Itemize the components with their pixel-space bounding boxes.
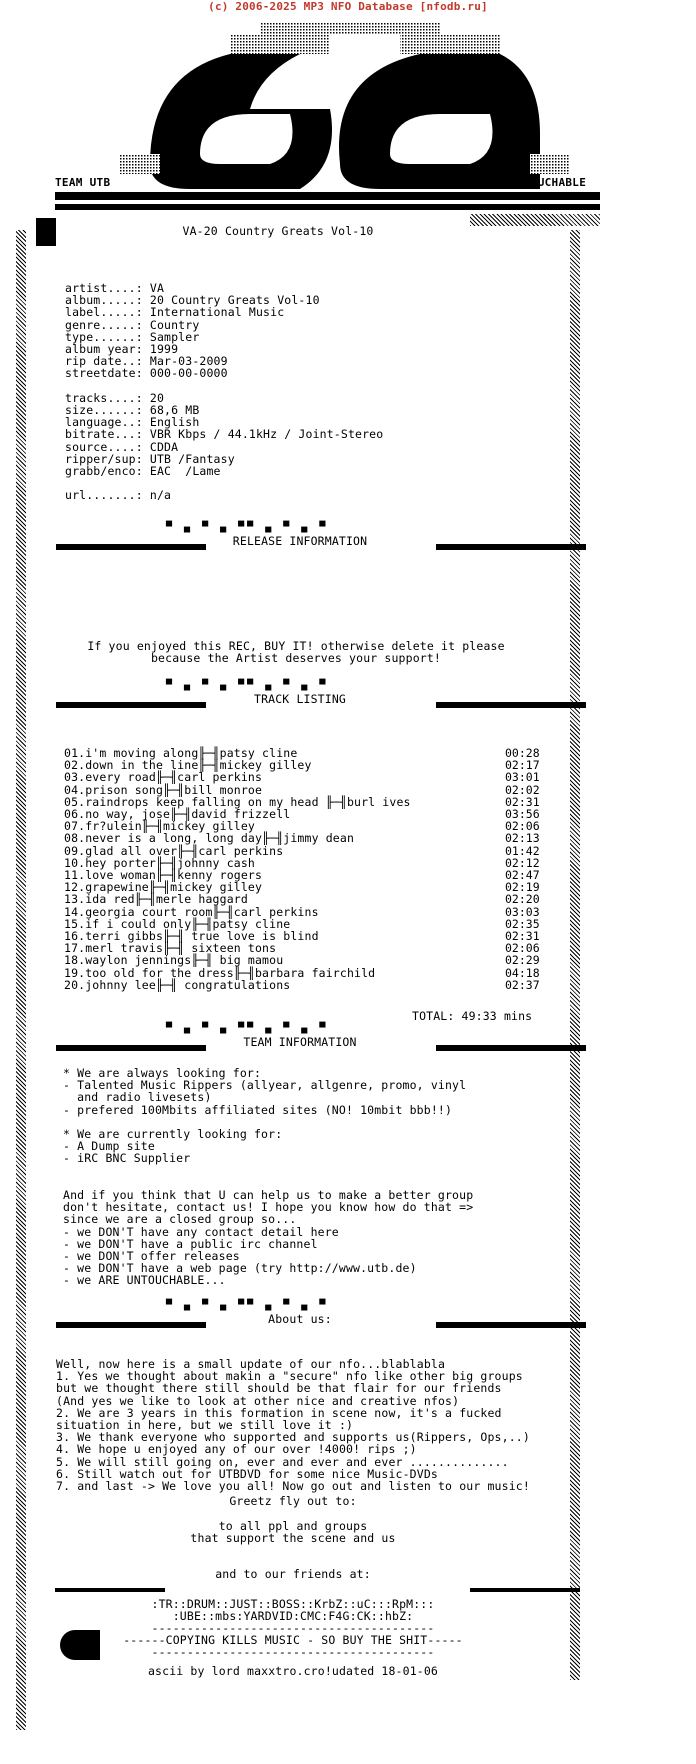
track-title: 13.ida red╟─╢merle haggard (64, 892, 248, 907)
team-line: - we DON'T have any contact detail here (63, 1224, 339, 1239)
info-line: language..: English (65, 415, 200, 430)
about-line: 1. Yes we thought about makin a "secure" nfo like other big groups (56, 1369, 523, 1384)
section-title-about: About us: (268, 1312, 332, 1326)
info-line: genre.....: Country (65, 317, 200, 332)
track-title: 12.grapewine╟─╢mickey gilley (64, 880, 263, 895)
about-line: 2. We are 3 years in this formation in scene now, it's a fucked (56, 1405, 502, 1420)
track-time: 02:47 (505, 868, 540, 882)
footer-slogan: ------COPYING KILLS MUSIC - SO BUY THE SHIT----- (123, 1633, 463, 1647)
track-title: 09.glad all over╟─╢carl perkins (64, 843, 284, 858)
release-title: VA-20 Country Greats Vol-10 (182, 224, 374, 238)
track-time: 00:28 (505, 746, 540, 760)
track-time: 02:19 (505, 880, 540, 895)
team-line: - prefered 100Mbits affiliated sites (NO! 10mbit bbb!!) (63, 1102, 453, 1117)
header-rail-top (55, 192, 600, 200)
track-listing (0, 747, 696, 997)
footer-rule-2: ---------------------------------------- (151, 1645, 435, 1659)
track-time: 02:06 (505, 941, 540, 956)
team-line: - we DON'T offer releases (63, 1249, 240, 1263)
groups-line-2: :UBE::mbs:YARDVID:CMC:F4G:CK::hbZ: (172, 1609, 414, 1623)
track-time: 03:01 (505, 770, 540, 785)
info-line: ripper/sup: UTB /Fantasy (65, 451, 235, 466)
about-line: (And yes we like to look at other nice and creative nfos) (56, 1393, 460, 1408)
track-title: 17.merl travis╟─╢ sixteen tons (64, 941, 277, 956)
track-title: 11.love woman╟─╢kenny rogers (64, 868, 263, 882)
footer-credit: ascii by lord maxxtro.cro!udated 18-01-06 (147, 1664, 439, 1678)
copyright-banner: (c) 2006-2025 MP3 NFO Database [nfodb.ru] (208, 0, 488, 13)
footer-rail-left (55, 1588, 165, 1592)
section-bar-release: ▀ ▄ ▀ ▄ ▀▀ ▄ ▀ ▄ ▀ (16, 522, 680, 558)
track-title: 14.georgia court room╟─╢carl perkins (64, 904, 319, 919)
track-time: 04:18 (505, 965, 540, 980)
track-time: 02:12 (505, 855, 540, 870)
team-right-label: UNTOUCHABLE (510, 176, 587, 189)
team-left-label: TEAM UTB (55, 176, 111, 189)
section-bar-about: ▀ ▄ ▀ ▄ ▀▀ ▄ ▀ ▄ ▀ (16, 1300, 680, 1336)
info-line: album.....: 20 Country Greats Vol-10 (65, 293, 320, 308)
section-title-tracks: TRACK LISTING (254, 692, 346, 706)
about-line: but we thought there still should be that flair for our friends (56, 1381, 502, 1396)
track-title: 01.i'm moving along╟─╢patsy cline (64, 746, 298, 760)
track-time: 03:03 (505, 904, 540, 919)
footer-rule-1: ---------------------------------------- (151, 1621, 435, 1635)
info-line: label.....: International Music (65, 305, 285, 320)
track-title: 07.fr?ulein╟─╢mickey gilley (64, 819, 255, 834)
section-title-release: RELEASE INFORMATION (232, 534, 368, 548)
track-time: 02:31 (505, 929, 540, 943)
logo-letter-right (339, 34, 540, 189)
section-title-team: TEAM INFORMATION (243, 1035, 357, 1049)
info-line: type......: Sampler (65, 329, 200, 344)
info-line: streetdate: 000-00-0000 (65, 366, 228, 381)
track-time: 02:29 (505, 953, 540, 968)
track-time: 02:20 (505, 892, 540, 907)
team-line: since we are a closed group so... (63, 1212, 297, 1227)
track-time: 02:35 (505, 916, 540, 931)
track-time: 02:13 (505, 831, 540, 846)
team-line: - we DON'T have a public irc channel (63, 1236, 318, 1251)
about-line: 5. We will still going on, ever and ever and ever .............. (56, 1454, 509, 1469)
section-bar-team: ▀ ▄ ▀ ▄ ▀▀ ▄ ▀ ▄ ▀ (16, 1023, 680, 1059)
track-time: 03:56 (505, 807, 540, 821)
section-bar-tracks: ▀ ▄ ▀ ▄ ▀▀ ▄ ▀ ▄ ▀ (16, 680, 680, 716)
about-line: situation in here, but we still love it :) (56, 1418, 354, 1432)
track-time: 02:37 (505, 977, 540, 992)
greetz-line-1: to all ppl and groups (218, 1519, 368, 1533)
info-line: album year: 1999 (65, 342, 179, 356)
track-title: 10.hey porter╟─╢johnny cash (64, 855, 255, 870)
release-text-line-1: If you enjoyed this REC, BUY IT! otherwise delete it please (87, 639, 505, 653)
header-rail-mid (55, 204, 600, 210)
team-line: And if you think that U can help us to make a better group (63, 1188, 474, 1202)
track-title: 18.waylon jennings╟─╢ big mamou (64, 953, 284, 968)
team-line: - we DON'T have a web page (try http://www.utb.de) (63, 1261, 417, 1276)
greetz-heading: Greetz fly out to: (229, 1494, 357, 1508)
about-line: 6. Still watch out for UTBDVD for some nice Music-DVDs (56, 1466, 438, 1481)
track-title: 16.terri gibbs╟─╢ true love is blind (64, 929, 319, 943)
track-title: 20.johnny lee╟─╢ congratulations (64, 977, 291, 992)
team-line: - A Dump site (63, 1139, 155, 1154)
about-line: 7. and last -> We love you all! Now go out and listen to our music! (56, 1479, 530, 1493)
track-title: 04.prison song╟─╢bill monroe (64, 782, 263, 797)
total-time: TOTAL: 49:33 mins (412, 1009, 533, 1023)
greetz-friends: and to our friends at: (215, 1567, 371, 1581)
logo-letter-left (150, 34, 332, 189)
info-line: artist....: VA (65, 281, 165, 295)
team-line: don't hesitate, contact us! I hope you know how do that => (63, 1200, 474, 1215)
track-title: 19.too old for the dress╟─╢barbara fairchild (64, 965, 376, 980)
track-title: 08.never is a long, long day╟─╢jimmy dean (64, 831, 355, 846)
track-title: 06.no way, jose╟─╢david frizzell (64, 807, 291, 821)
release-text-line-2: because the Artist deserves your support! (150, 651, 442, 665)
about-line: Well, now here is a small update of our nfo...blablabla (56, 1357, 446, 1371)
track-time: 02:31 (505, 794, 540, 809)
about-line: 4. We hope u enjoyed any of our over !4000! rips ;) (56, 1442, 417, 1457)
track-time: 02:02 (505, 782, 540, 797)
team-line: - iRC BNC Supplier (63, 1151, 191, 1166)
info-line: bitrate...: VBR Kbps / 44.1kHz / Joint-Stereo (65, 427, 384, 442)
footer-rail-right (470, 1588, 580, 1592)
info-line: url.......: n/a (65, 488, 172, 503)
track-time: 01:42 (505, 843, 540, 858)
footer-swoosh (60, 1630, 100, 1660)
team-line: * We are currently looking for: (63, 1127, 283, 1141)
greetz-line-2: that support the scene and us (190, 1531, 396, 1545)
info-line: tracks....: 20 (65, 390, 165, 405)
track-time: 02:06 (505, 819, 540, 834)
groups-line-1: :TR::DRUM::JUST::BOSS::KrbZ::uC:::RpM::: (151, 1597, 435, 1611)
track-time: 02:17 (505, 758, 540, 773)
info-line: source....: CDDA (65, 439, 179, 454)
track-title: 05.raindrops keep falling on my head ╟─╢burl ives (64, 794, 411, 809)
info-line: grabb/enco: EAC /Lame (65, 464, 221, 478)
track-title: 02.down in the line╟─╢mickey gilley (64, 758, 312, 773)
team-line: - we ARE UNTOUCHABLE... (63, 1273, 226, 1288)
about-line: 3. We thank everyone who supported and supports us(Rippers, Ops,..) (56, 1430, 530, 1445)
team-line: and radio livesets) (63, 1090, 212, 1105)
team-line: * We are always looking for: (63, 1066, 262, 1080)
team-line: - Talented Music Rippers (allyear, allgenre, promo, vinyl (63, 1078, 467, 1093)
info-line: size......: 68,6 MB (65, 403, 200, 417)
track-title: 03.every road╟─╢carl perkins (64, 770, 263, 785)
info-line: rip date..: Mar-03-2009 (65, 354, 228, 369)
track-title: 15.if i could only╟─╢patsy cline (64, 916, 291, 931)
